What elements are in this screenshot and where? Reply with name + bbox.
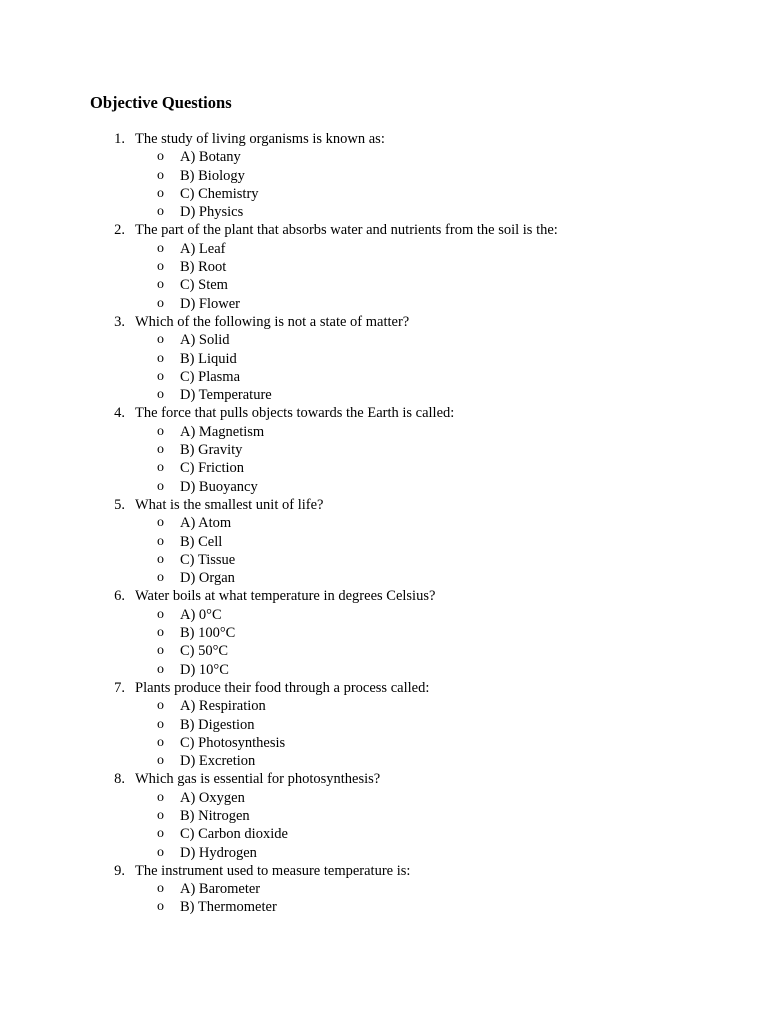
option-item (90, 844, 710, 862)
bullet-marker: o (157, 789, 164, 805)
option-text: B) Digestion (180, 716, 255, 733)
question-item (90, 862, 710, 917)
question-number: 6. (114, 588, 125, 605)
option-list (90, 514, 710, 587)
option-text: C) Carbon dioxide (180, 826, 288, 843)
bullet-marker: o (157, 716, 164, 732)
question-list (90, 130, 710, 917)
bullet-marker: o (157, 185, 164, 201)
bullet-marker: o (157, 515, 164, 531)
bullet-marker: o (157, 606, 164, 622)
option-item (90, 898, 710, 916)
question-item (90, 313, 710, 404)
question-text: Which of the following is not a state of matter? (135, 313, 410, 330)
bullet-marker: o (157, 442, 164, 458)
option-text: C) Chemistry (180, 185, 259, 202)
option-item (90, 825, 710, 843)
option-list (90, 331, 710, 404)
option-text: A) Oxygen (180, 789, 245, 806)
option-text: B) Root (180, 259, 227, 276)
option-list (90, 240, 710, 313)
document-page (90, 92, 710, 917)
question-text: Which gas is essential for photosynthesis? (135, 771, 381, 788)
option-text: A) 0°C (180, 606, 222, 623)
option-item (90, 734, 710, 752)
option-item (90, 569, 710, 587)
bullet-marker: o (157, 167, 164, 183)
question-item (90, 221, 710, 312)
option-text: C) 50°C (180, 643, 229, 660)
question-number: 8. (114, 771, 125, 788)
option-text: D) Excretion (180, 753, 256, 770)
question-number: 1. (114, 131, 125, 147)
option-text: D) Organ (180, 570, 235, 587)
bullet-marker: o (157, 807, 164, 823)
option-text: D) Flower (180, 295, 241, 312)
option-item (90, 350, 710, 368)
question-line (90, 770, 710, 788)
question-line (90, 587, 710, 605)
option-item (90, 368, 710, 386)
bullet-marker: o (157, 387, 164, 403)
bullet-marker: o (157, 826, 164, 842)
question-text: The force that pulls objects towards the Earth is called: (135, 405, 455, 422)
bullet-marker: o (157, 350, 164, 366)
bullet-marker: o (157, 551, 164, 567)
question-number: 9. (114, 862, 125, 879)
option-text: B) Biology (180, 167, 245, 184)
option-item (90, 441, 710, 459)
option-item (90, 697, 710, 715)
option-text: B) Liquid (180, 350, 237, 367)
question-line (90, 496, 710, 514)
option-list (90, 789, 710, 862)
option-text: D) Hydrogen (180, 844, 257, 861)
option-text: D) Temperature (180, 387, 272, 404)
option-text: C) Plasma (180, 368, 241, 385)
option-text: C) Tissue (180, 551, 236, 568)
option-item (90, 514, 710, 532)
question-item (90, 679, 710, 770)
option-text: B) Cell (180, 533, 223, 550)
option-item (90, 478, 710, 496)
option-item (90, 624, 710, 642)
bullet-marker: o (157, 259, 164, 275)
bullet-marker: o (157, 844, 164, 860)
option-item (90, 533, 710, 551)
question-item (90, 130, 710, 221)
option-item (90, 295, 710, 313)
option-text: A) Botany (180, 149, 241, 166)
option-text: C) Friction (180, 460, 245, 477)
option-item (90, 148, 710, 166)
bullet-marker: o (157, 753, 164, 769)
question-number: 2. (114, 222, 125, 239)
option-text: D) Physics (180, 204, 244, 221)
option-list (90, 423, 710, 496)
question-item (90, 770, 710, 861)
option-item (90, 240, 710, 258)
bullet-marker: o (157, 478, 164, 494)
option-item (90, 203, 710, 221)
option-item (90, 185, 710, 203)
bullet-marker: o (157, 625, 164, 641)
bullet-marker: o (157, 570, 164, 586)
bullet-marker: o (157, 423, 164, 439)
bullet-marker: o (157, 149, 164, 165)
question-text: The instrument used to measure temperature is: (135, 862, 411, 879)
question-number: 5. (114, 496, 125, 513)
option-item (90, 789, 710, 807)
option-item (90, 716, 710, 734)
option-item (90, 423, 710, 441)
option-list (90, 697, 710, 770)
question-number: 7. (114, 679, 125, 696)
question-line (90, 221, 710, 239)
question-number: 3. (114, 313, 125, 330)
option-item (90, 661, 710, 679)
option-text: A) Solid (180, 332, 230, 349)
option-text: B) Gravity (180, 442, 243, 459)
option-text: A) Respiration (180, 698, 266, 715)
option-text: C) Photosynthesis (180, 734, 286, 751)
question-line (90, 313, 710, 331)
bullet-marker: o (157, 204, 164, 220)
question-line (90, 862, 710, 880)
option-text: A) Magnetism (180, 423, 265, 440)
bullet-marker: o (157, 460, 164, 476)
option-item (90, 386, 710, 404)
option-text: D) Buoyancy (180, 478, 258, 495)
bullet-marker: o (157, 368, 164, 384)
bullet-marker: o (157, 881, 164, 897)
option-text: A) Barometer (180, 881, 261, 898)
option-item (90, 459, 710, 477)
option-item (90, 331, 710, 349)
option-list (90, 880, 710, 917)
question-line (90, 130, 710, 148)
option-item (90, 258, 710, 276)
bullet-marker: o (157, 734, 164, 750)
option-item (90, 606, 710, 624)
bullet-marker: o (157, 295, 164, 311)
option-item (90, 752, 710, 770)
bullet-marker: o (157, 332, 164, 348)
option-text: C) Stem (180, 277, 228, 294)
option-text: B) Thermometer (180, 899, 277, 916)
question-item (90, 587, 710, 678)
page-title: Objective Questions (90, 93, 232, 112)
bullet-marker: o (157, 698, 164, 714)
option-item (90, 807, 710, 825)
question-text: The study of living organisms is known as: (135, 131, 385, 147)
option-text: D) 10°C (180, 661, 229, 678)
option-list (90, 606, 710, 679)
question-text: What is the smallest unit of life? (135, 496, 324, 513)
bullet-marker: o (157, 899, 164, 915)
option-text: B) 100°C (180, 625, 236, 642)
question-text: Plants produce their food through a process called: (135, 679, 430, 696)
option-item (90, 880, 710, 898)
option-item (90, 167, 710, 185)
option-text: A) Leaf (180, 240, 226, 257)
option-item (90, 276, 710, 294)
question-item (90, 496, 710, 587)
question-number: 4. (114, 405, 125, 422)
question-text: The part of the plant that absorbs water and nutrients from the soil is the: (135, 222, 558, 239)
option-text: B) Nitrogen (180, 807, 250, 824)
option-list (90, 148, 710, 221)
option-item (90, 642, 710, 660)
question-text: Water boils at what temperature in degrees Celsius? (135, 588, 436, 605)
bullet-marker: o (157, 533, 164, 549)
question-line (90, 404, 710, 422)
option-item (90, 551, 710, 569)
bullet-marker: o (157, 643, 164, 659)
bullet-marker: o (157, 240, 164, 256)
question-item (90, 404, 710, 495)
bullet-marker: o (157, 661, 164, 677)
option-text: A) Atom (180, 515, 232, 532)
bullet-marker: o (157, 277, 164, 293)
question-line (90, 679, 710, 697)
